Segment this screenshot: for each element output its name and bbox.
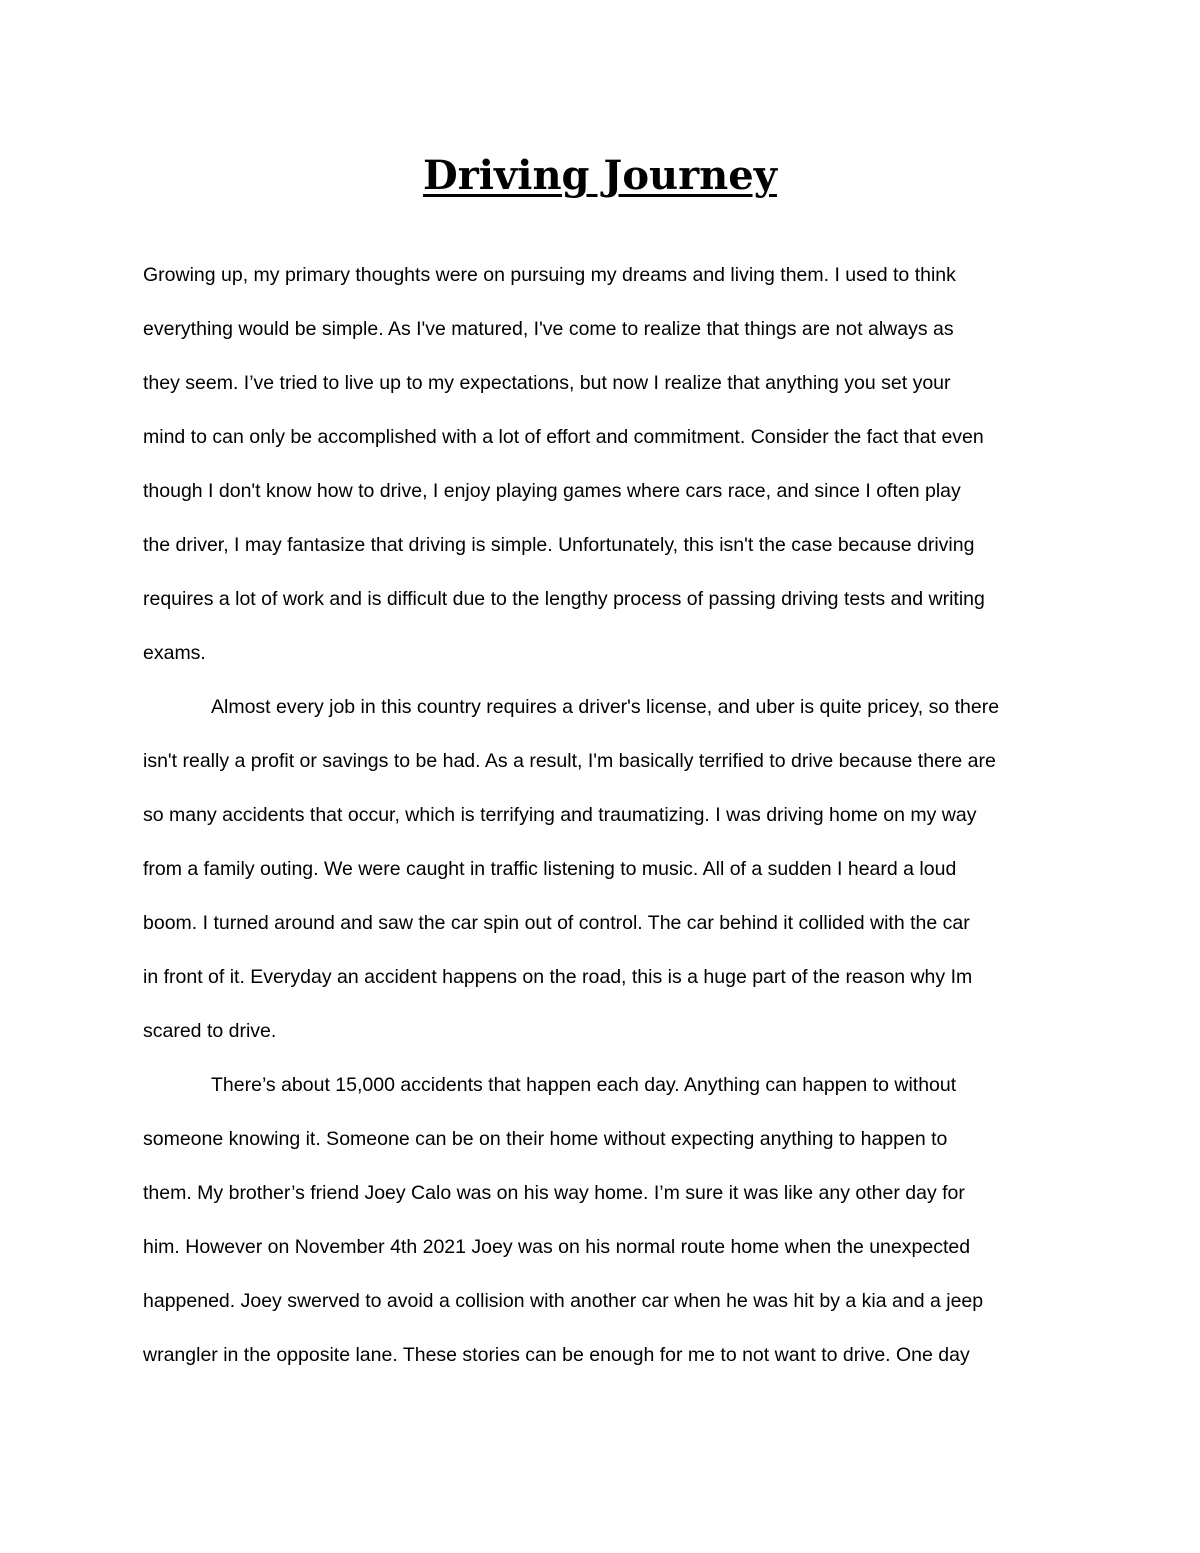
text-line: in front of it. Everyday an accident happens on the road, this is a huge part of the reason why Im (143, 966, 973, 988)
text-line: the driver, I may fantasize that driving is simple. Unfortunately, this isn't the case because driving (143, 534, 975, 556)
text-line: exams. (143, 642, 206, 664)
text-line: happened. Joey swerved to avoid a collision with another car when he was hit by a kia and a jeep (143, 1290, 984, 1312)
text-line: isn't really a profit or savings to be had. As a result, I'm basically terrified to drive because there are (143, 750, 996, 772)
text-line: them. My brother’s friend Joey Calo was on his way home. I’m sure it was like any other day for (143, 1182, 965, 1204)
text-line: so many accidents that occur, which is terrifying and traumatizing. I was driving home on my way (143, 804, 977, 826)
document-title: Driving Journey (423, 152, 777, 199)
document-body (143, 248, 1073, 1382)
paragraph-1 (143, 248, 1073, 680)
text-line: Almost every job in this country requires a driver's license, and uber is quite pricey, so there (211, 696, 1000, 718)
text-line: There’s about 15,000 accidents that happen each day. Anything can happen to without (211, 1074, 957, 1096)
text-line: requires a lot of work and is difficult due to the lengthy process of passing driving tests and writing (143, 588, 985, 610)
text-line: scared to drive. (143, 1020, 277, 1042)
text-line: from a family outing. We were caught in traffic listening to music. All of a sudden I heard a loud (143, 858, 957, 880)
text-line: him. However on November 4th 2021 Joey was on his normal route home when the unexpected (143, 1236, 971, 1258)
text-line: Growing up, my primary thoughts were on pursuing my dreams and living them. I used to think (143, 264, 956, 286)
text-line: they seem. I’ve tried to live up to my expectations, but now I realize that anything you set your (143, 372, 951, 394)
text-line: mind to can only be accomplished with a lot of effort and commitment. Consider the fact that even (143, 426, 984, 448)
text-line: everything would be simple. As I've matured, I've come to realize that things are not always as (143, 318, 954, 340)
paragraph-3 (143, 1058, 1073, 1382)
text-line: wrangler in the opposite lane. These stories can be enough for me to not want to drive. One day (143, 1344, 970, 1366)
text-line: boom. I turned around and saw the car spin out of control. The car behind it collided with the car (143, 912, 970, 934)
paragraph-2 (143, 680, 1073, 1058)
text-line: someone knowing it. Someone can be on their home without expecting anything to happen to (143, 1128, 948, 1150)
text-line: though I don't know how to drive, I enjoy playing games where cars race, and since I often play (143, 480, 961, 502)
